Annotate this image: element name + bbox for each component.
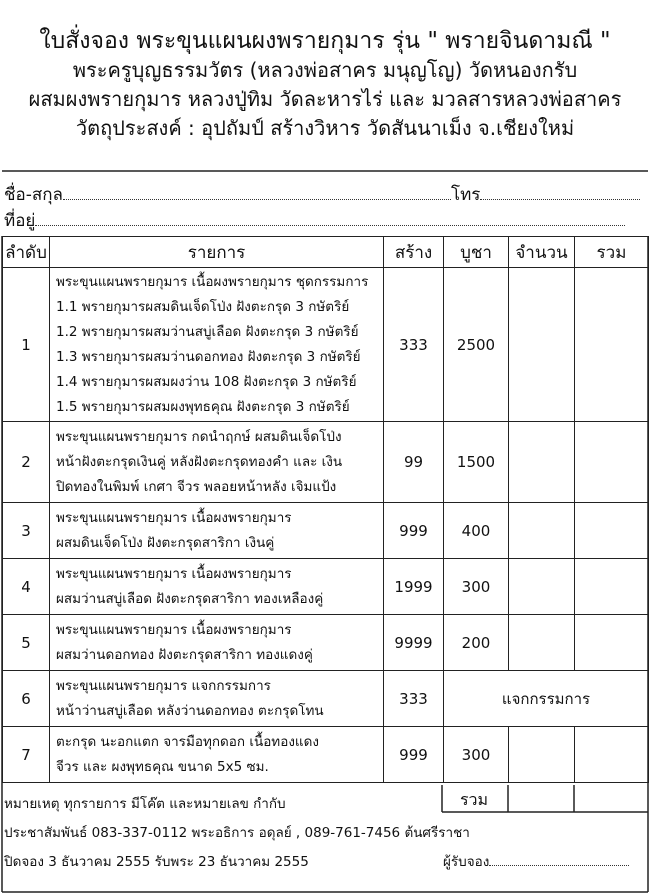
table-row	[3, 503, 649, 559]
desc-line: จีวร และ ผงพุทธคุณ ขนาด 5x5 ซม.	[56, 758, 269, 775]
col-item-header: รายการ	[50, 237, 384, 268]
col-price-header: บูชา	[444, 237, 509, 268]
contact-text: ประชาสัมพันธ์ 083-337-0112 พระอธิการ อดุลย์ , 089-761-7456 ต้นศรีราชา	[4, 825, 470, 841]
row-desc	[50, 671, 384, 727]
row-price: 300	[444, 559, 509, 615]
row-built: 333	[384, 671, 444, 727]
desc-line: ผสมว่านสบู่เลือด ฝังตะกรุดสาริกา ทองเหลืองคู่	[56, 590, 324, 607]
desc-line: ผสมดินเจ็ดโป่ง ฝังตะกรุดสาริกา เงินคู่	[56, 534, 275, 551]
desc-line: ผสมว่านดอกทอง ฝังตะกรุดสาริกา ทองแดงคู่	[56, 646, 313, 663]
row-no: 1	[3, 268, 50, 422]
dates-text: ปิดจอง 3 ธันวาคม 2555 รับพระ 23 ธันวาคม 2555	[4, 854, 309, 870]
row-built: 999	[384, 503, 444, 559]
desc-line: ปิดทองในพิมพ์ เกศา จีวร พลอยหน้าหลัง เจิมแป้ง	[56, 478, 337, 495]
row-desc	[50, 615, 384, 671]
row-qty-cell[interactable]	[509, 559, 575, 615]
row-built: 9999	[384, 615, 444, 671]
desc-line: พระขุนแผนพรายกุมาร แจกกรรมการ	[56, 677, 271, 694]
table-row	[3, 268, 649, 422]
row-qty-cell[interactable]	[509, 422, 575, 503]
desc-line: ตะกรุด นะอกแตก จารมือทุกดอก เนื้อทองแดง	[56, 733, 319, 750]
row-no: 6	[3, 671, 50, 727]
row-qty-cell[interactable]	[509, 615, 575, 671]
row-price: 200	[444, 615, 509, 671]
row-desc	[50, 503, 384, 559]
col-total-header: รวม	[575, 237, 649, 268]
desc-line: พระขุนแผนพรายกุมาร กดนำฤกษ์ ผสมดินเจ็ดโป่ง	[56, 428, 342, 445]
row-price: 400	[444, 503, 509, 559]
monk-line: พระครูบุญธรรมวัตร (หลวงพ่อสาคร มนุญโญ) วัดหนองกรับ	[72, 58, 578, 82]
row-price: 2500	[444, 268, 509, 422]
row-qty-cell[interactable]	[509, 268, 575, 422]
desc-line: พระขุนแผนพรายกุมาร เนื้อผงพรายกุมาร ชุดกรรมการ	[56, 273, 369, 290]
name-field[interactable]	[63, 187, 451, 200]
name-label: ชื่อ-สกุล	[4, 185, 63, 205]
desc-line: หน้าฝังตะกรุดเงินคู่ หลังฝังตะกรุดทองคำ และ เงิน	[56, 453, 343, 470]
table-header-row	[3, 237, 649, 268]
row-desc	[50, 727, 384, 783]
table-row	[3, 422, 649, 503]
table-row	[3, 615, 649, 671]
form-header	[0, 26, 650, 143]
row-built: 333	[384, 268, 444, 422]
note-text: หมายเหตุ ทุกรายการ มีโค๊ต และหมายเลข กำกับ	[4, 796, 286, 812]
desc-line: พระขุนแผนพรายกุมาร เนื้อผงพรายกุมาร	[56, 509, 292, 526]
row-price: 300	[444, 727, 509, 783]
sum-label: รวม	[459, 790, 489, 809]
receiver-row	[443, 850, 629, 872]
address-row	[4, 207, 646, 234]
row-no: 4	[3, 559, 50, 615]
row-built: 1999	[384, 559, 444, 615]
material-line: ผสมผงพรายกุมาร หลวงปู่ทิม วัดละหารไร่ และ มวลสารหลวงพ่อสาคร	[28, 87, 622, 111]
address-field[interactable]	[35, 213, 625, 226]
row-price: 1500	[444, 422, 509, 503]
name-phone-row	[4, 181, 646, 208]
row-built: 999	[384, 727, 444, 783]
row-qty-cell[interactable]	[509, 727, 575, 783]
row-total-cell[interactable]	[575, 268, 649, 422]
address-label: ที่อยู่	[4, 211, 36, 231]
col-no-header: ลำดับ	[3, 237, 50, 268]
order-table	[2, 236, 649, 783]
desc-line: 1.5 พรายกุมารผสมผงพุทธคุณ ฝังตะกรุด 3 กษัตริย์	[56, 398, 350, 415]
row-no: 7	[3, 727, 50, 783]
row-built: 99	[384, 422, 444, 503]
row-total-cell[interactable]	[575, 559, 649, 615]
phone-label: โทร	[450, 185, 481, 205]
row-total-cell[interactable]	[575, 615, 649, 671]
row-total-cell[interactable]	[575, 422, 649, 503]
row-total-cell[interactable]	[575, 727, 649, 783]
col-built-header: สร้าง	[384, 237, 444, 268]
row-no: 5	[3, 615, 50, 671]
receiver-field[interactable]	[489, 853, 629, 866]
row-qty-cell[interactable]	[509, 503, 575, 559]
receiver-label: ผู้รับจอง	[443, 854, 490, 870]
desc-line: พระขุนแผนพรายกุมาร เนื้อผงพรายกุมาร	[56, 565, 292, 582]
row-price: แจกกรรมการ	[444, 671, 649, 727]
purpose-line: วัตถุประสงค์ : อุปถัมป์ สร้างวิหาร วัดสันนาเม็ง จ.เชียงใหม่	[75, 116, 575, 140]
desc-line: หน้าว่านสบู่เลือด หลังว่านดอกทอง ตะกรุดโทน	[56, 702, 324, 719]
table-row	[3, 671, 649, 727]
desc-line: 1.4 พรายกุมารผสมผงว่าน 108 ฝังตะกรุด 3 กษัตริย์	[56, 373, 357, 390]
desc-line: 1.1 พรายกุมารผสมดินเจ็ดโป่ง ฝังตะกรุด 3 กษัตริย์	[56, 298, 350, 315]
row-no: 3	[3, 503, 50, 559]
phone-field[interactable]	[480, 187, 640, 200]
row-no: 2	[3, 422, 50, 503]
row-desc	[50, 559, 384, 615]
table-row	[3, 727, 649, 783]
row-desc	[50, 268, 384, 422]
table-row	[3, 559, 649, 615]
desc-line: 1.3 พรายกุมารผสมว่านดอกทอง ฝังตะกรุด 3 กษัตริย์	[56, 348, 361, 365]
desc-line: 1.2 พรายกุมารผสมว่านสบู่เลือด ฝังตะกรุด 3 กษัตริย์	[56, 323, 359, 340]
row-total-cell[interactable]	[575, 503, 649, 559]
desc-line: พระขุนแผนพรายกุมาร เนื้อผงพรายกุมาร	[56, 621, 292, 638]
form-title: ใบสั่งจอง พระขุนแผนผงพรายกุมาร รุ่น " พรายจินดามณี "	[39, 28, 611, 54]
row-desc	[50, 422, 384, 503]
col-qty-header: จำนวน	[509, 237, 575, 268]
